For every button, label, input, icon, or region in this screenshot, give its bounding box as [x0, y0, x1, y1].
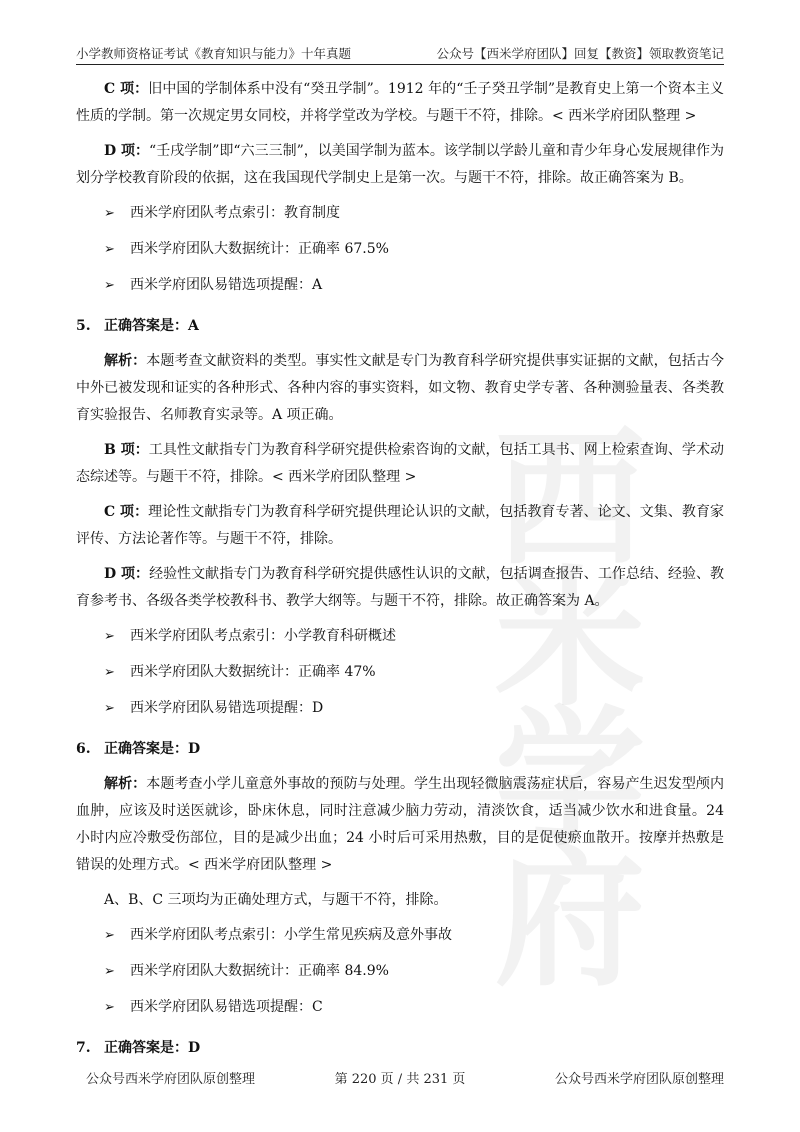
- bullet-item: ➢ 西米学府团队考点索引：教育制度: [76, 200, 724, 227]
- arrow-icon: ➢: [104, 928, 115, 943]
- bullet-item: ➢ 西米学府团队大数据统计：正确率 47%: [76, 659, 724, 686]
- page-header: [76, 38, 724, 65]
- q6-abc-note: A、B、C 三项均为正确处理方式，与题干不符，排除。: [104, 892, 448, 908]
- header-left-title: 小学教师资格证考试《教育知识与能力》十年真题: [76, 46, 352, 61]
- bullet-item: ➢ 西米学府团队易错选项提醒：C: [76, 994, 724, 1021]
- watermark-logo: 西米学府: [494, 413, 645, 1007]
- option-d-paragraph: D 项：“壬戌学制”即“六三三制”，以美国学制为蓝本。该学制以学龄儿童和青少年身心发展规律作为划分学校教育阶段的依据，这在我国现代学制史上是第一次。与题干不符，排除。故正确答案为 B。: [76, 143, 724, 186]
- bullet-item: ➢ 西米学府团队大数据统计：正确率 67.5%: [76, 236, 724, 263]
- arrow-icon: ➢: [104, 629, 115, 644]
- header-right-title: 公众号【西米学府团队】回复【教资】领取教资笔记: [436, 46, 724, 61]
- arrow-icon: ➢: [104, 665, 115, 680]
- page-number: 第 220 页 / 共 231 页: [334, 1072, 466, 1087]
- bullet-item: ➢ 西米学府团队大数据统计：正确率 84.9%: [76, 958, 724, 985]
- arrow-icon: ➢: [104, 206, 115, 221]
- q5-option-d: D 项：经验性文献指专门为教育科学研究提供感性认识的文献，包括调查报告、工作总结、经验、教育参考书、各级各类学校教科书、教学大纲等。与题干不符，排除。故正确答案为 A。: [76, 566, 725, 609]
- bullet-item: ➢ 西米学府团队考点索引：小学生常见疾病及意外事故: [76, 922, 724, 949]
- question-5-heading: 5. 正确答案是：A: [76, 318, 199, 334]
- page-content: [76, 76, 724, 1070]
- question-7-heading: 7. 正确答案是：D: [76, 1040, 201, 1056]
- option-c-paragraph: C 项：旧中国的学制体系中没有“癸丑学制”。1912 年的“壬子癸丑学制”是教育史上第一个资本主义性质的学制。第一次规定男女同校，并将学堂改为学校。与题干不符，排除。< 西米学府团队整理 >: [76, 81, 724, 124]
- bullet-item: ➢ 西米学府团队考点索引：小学教育科研概述: [76, 623, 724, 650]
- q6-analysis: 解析：本题考查小学儿童意外事故的预防与处理。学生出现轻微脑震荡症状后，容易产生迟发型颅内血肿，应该及时送医就诊，卧床休息，同时注意减少脑力劳动，清淡饮食，适当减少饮水和进食量。24 小时内应冷敷受伤部位，目的是减少出血；24 小时后可采用热敷，目的是促使瘀血散开。按摩并热敷是错误的处理方式。< 西米学府团队整理 >: [76, 776, 724, 873]
- q5-option-b: B 项：工具性文献指专门为教育科学研究提供检索咨询的文献，包括工具书、网上检索查询、学术动态综述等。与题干不符，排除。< 西米学府团队整理 >: [76, 442, 724, 485]
- q5-option-c: C 项：理论性文献指专门为教育科学研究提供理论认识的文献，包括教育专著、论文、文集、教育家评传、方法论著作等。与题干不符，排除。: [76, 504, 724, 547]
- bullet-item: ➢ 西米学府团队易错选项提醒：A: [76, 272, 724, 299]
- footer-right: 公众号西米学府团队原创整理: [554, 1072, 724, 1087]
- arrow-icon: ➢: [104, 964, 115, 979]
- arrow-icon: ➢: [104, 242, 115, 257]
- bullet-item: ➢ 西米学府团队易错选项提醒：D: [76, 695, 724, 722]
- footer-left: 公众号西米学府团队原创整理: [86, 1072, 256, 1087]
- arrow-icon: ➢: [104, 701, 115, 716]
- arrow-icon: ➢: [104, 278, 115, 293]
- arrow-icon: ➢: [104, 1000, 115, 1015]
- question-6-heading: 6. 正确答案是：D: [76, 741, 201, 757]
- q5-analysis: 解析：本题考查文献资料的类型。事实性文献是专门为教育科学研究提供事实证据的文献，包括古今中外已被发现和证实的各种形式、各种内容的事实资料，如文物、教育史学专著、各种测验量表、各类教育实验报告、名师教育实录等。A 项正确。: [76, 353, 724, 423]
